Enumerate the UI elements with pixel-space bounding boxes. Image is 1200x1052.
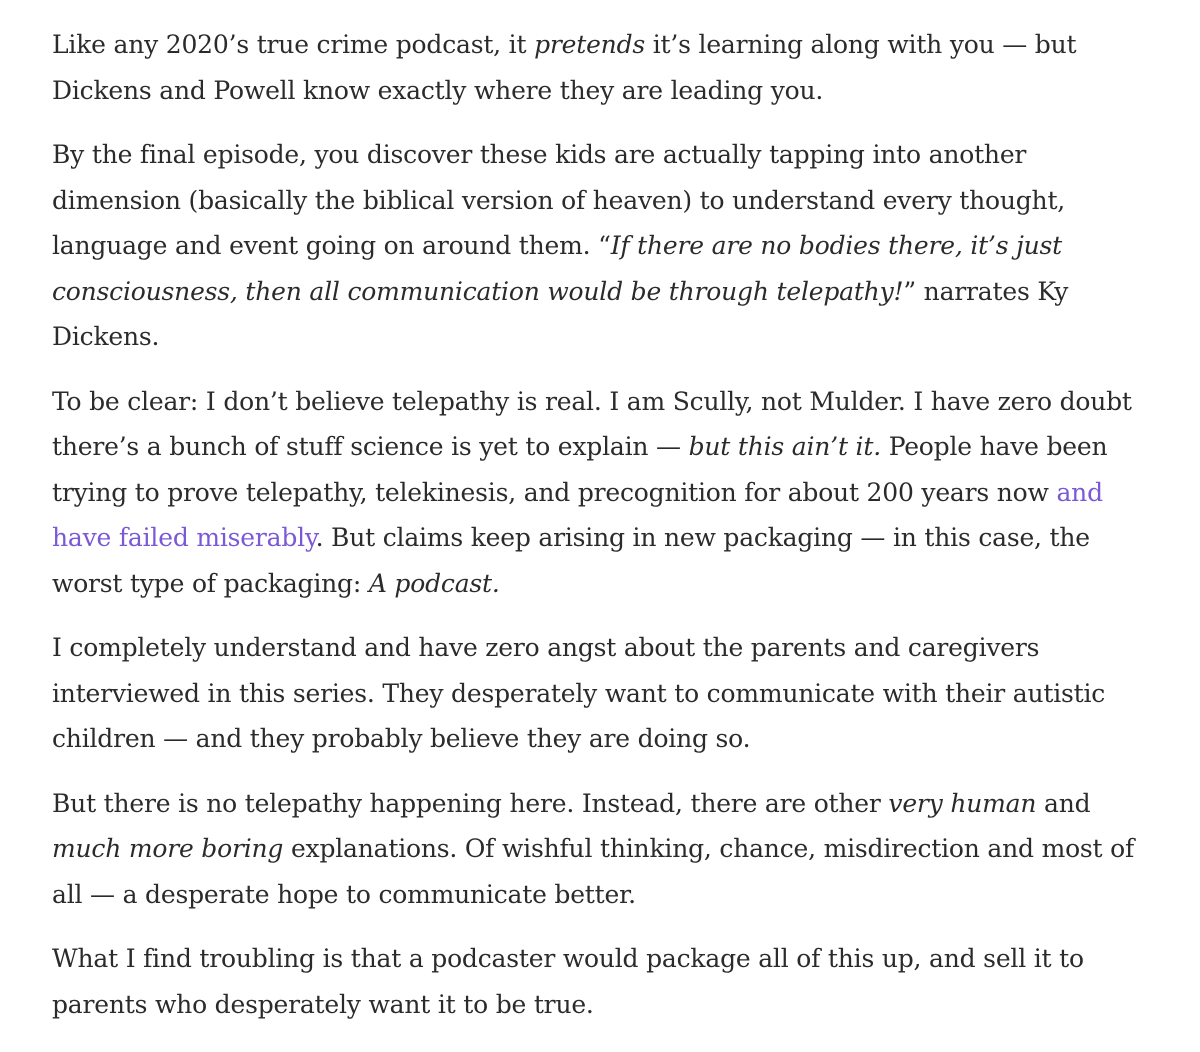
paragraph-2-quote: If there are no bodies there, it’s just consciousness, then all communication would be through telepathy! — [52, 231, 1063, 306]
paragraph-5-text-b: and — [1036, 788, 1091, 818]
paragraph-5-emphasis-a: very human — [888, 788, 1037, 818]
paragraph-3-text-c: . But claims keep arising in new packaging — in this case, the worst type of packaging: — [52, 523, 1090, 598]
failed-miserably-link[interactable]: and have failed miserably — [52, 477, 1103, 552]
paragraph-5-emphasis-b: much more boring — [52, 834, 284, 863]
paragraph-2-text-a: By the final episode, you discover these kids are actually tapping into another dimension (basically the biblical version of heaven) to understand every thought, language and event going on around them. “ — [52, 140, 1066, 260]
paragraph-3-text-b: People have been trying to prove telepathy, telekinesis, and precognition for about 200 years now — [52, 432, 1108, 507]
paragraph-6-text: What I find troubling is that a podcaster would package all of this up, and sell it to parents who desperately want it to be true. — [52, 944, 1084, 1019]
paragraph-2 — [52, 132, 1150, 360]
paragraph-3 — [52, 379, 1150, 607]
paragraph-2-text-b: ” narrates Ky Dickens. — [52, 276, 1069, 351]
paragraph-5-text-c: explanations. Of wishful thinking, chance, misdirection and most of all — a desperate hope to communicate better. — [52, 834, 1135, 909]
paragraph-3-emphasis-a: but this ain’t it. — [688, 432, 881, 461]
paragraph-4 — [52, 625, 1150, 762]
paragraph-4-text: I completely understand and have zero angst about the parents and caregivers interviewed in this series. They desperately want to communicate with their autistic children — and they probably believe they are doing so. — [52, 633, 1106, 753]
paragraph-5 — [52, 781, 1150, 918]
paragraph-1 — [52, 22, 1150, 113]
paragraph-3-text-a: To be clear: I don’t believe telepathy is real. I am Scully, not Mulder. I have zero doubt there’s a bunch of stuff science is yet to explain — — [52, 386, 1132, 461]
paragraph-6 — [52, 936, 1150, 1027]
paragraph-1-emphasis: pretends — [534, 30, 646, 59]
paragraph-1-text-a: Like any 2020’s true crime podcast, it — [52, 30, 535, 59]
paragraph-5-text-a: But there is no telepathy happening here. Instead, there are other — [52, 788, 889, 818]
paragraph-1-text-b: it’s learning along with you — but Dickens and Powell know exactly where they are leading you. — [52, 30, 1077, 105]
paragraph-3-emphasis-b: A podcast. — [368, 568, 500, 598]
